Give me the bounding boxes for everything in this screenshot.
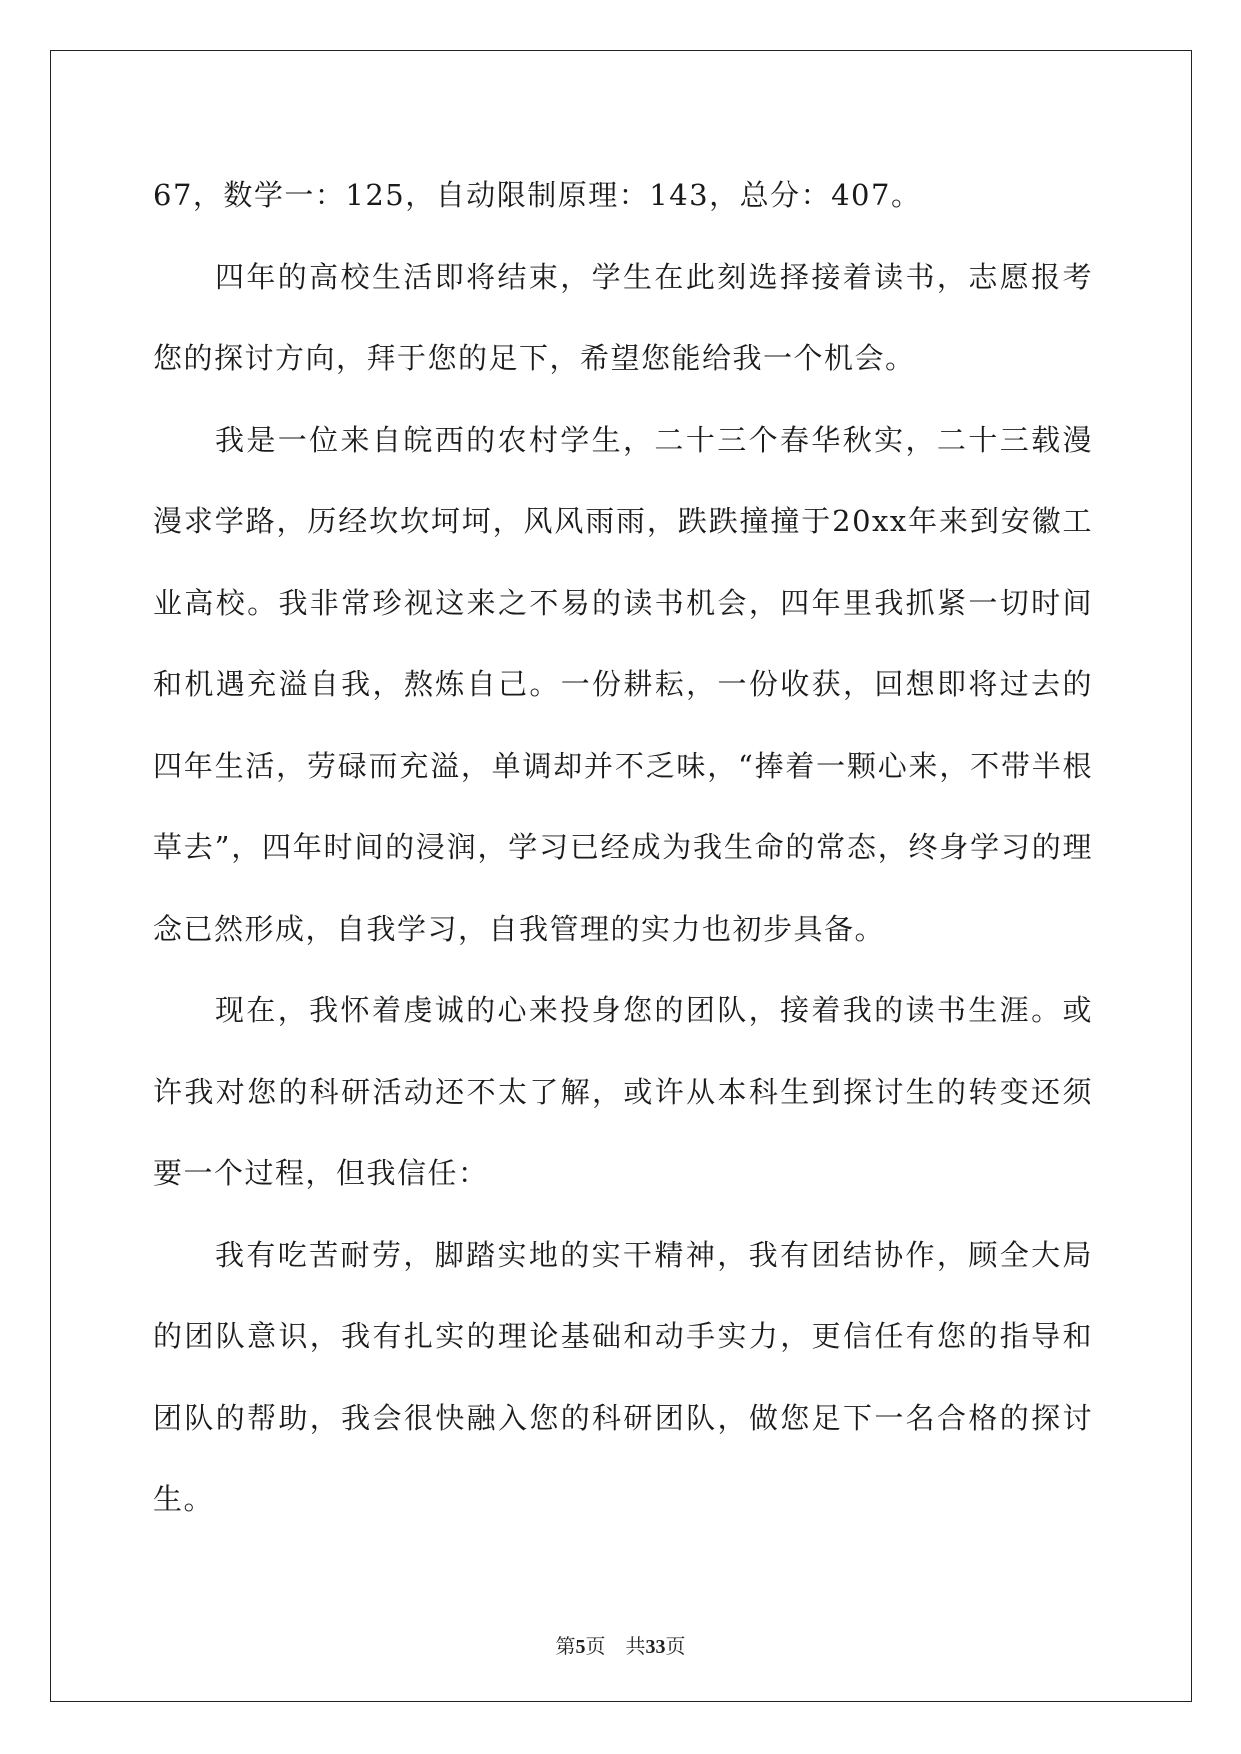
total-pages: 33 [645,1636,666,1658]
paragraph-1: 67，数学一：125，自动限制原理：143，总分：407。 [153,178,922,212]
paragraph-5: 我有吃苦耐劳，脚踏实地的实干精神，我有团结协作，顾全大局的团队意识，我有扎实的理论基础和动手实力，更信任有您的指导和团队的帮助，我会很快融入您的科研团队，做您足下一名合格的探讨生。 [153,1237,1093,1516]
paragraph-2: 四年的高校生活即将结束，学生在此刻选择接着读书，志愿报考您的探讨方向，拜于您的足下，希望您能给我一个机会。 [153,259,1093,375]
footer-page-suffix: 页 [585,1636,606,1658]
paragraph-4: 现在，我怀着虔诚的心来投身您的团队，接着我的读书生涯。或许我对您的科研活动还不太了解，或许从本科生到探讨生的转变还须要一个过程，但我信任： [153,993,1093,1190]
page-footer [0,1630,1241,1659]
footer-prefix: 第 [555,1636,576,1658]
page-number: 5 [575,1636,586,1658]
paragraph-3: 我是一位来自皖西的农村学生，二十三个春华秋实，二十三载漫漫求学路，历经坎坎坷坷，风风雨雨，跌跌撞撞于20xx年来到安徽工业高校。我非常珍视这来之不易的读书机会，四年里我抓紧一切时间和机遇充溢自我，熬炼自己。一份耕耘，一份收获，回想即将过去的四年生活，劳碌而充溢，单调却并不乏味，“捧着一颗心来，不带半根草去”，四年时间的浸润，学习已经成为我生命的常态，终身学习的理念已然形成，自我学习，自我管理的实力也初步具备。 [153,422,1093,946]
footer-total-prefix: 共 [625,1636,646,1658]
footer-total-suffix: 页 [665,1636,686,1658]
document-body [153,155,1093,1541]
